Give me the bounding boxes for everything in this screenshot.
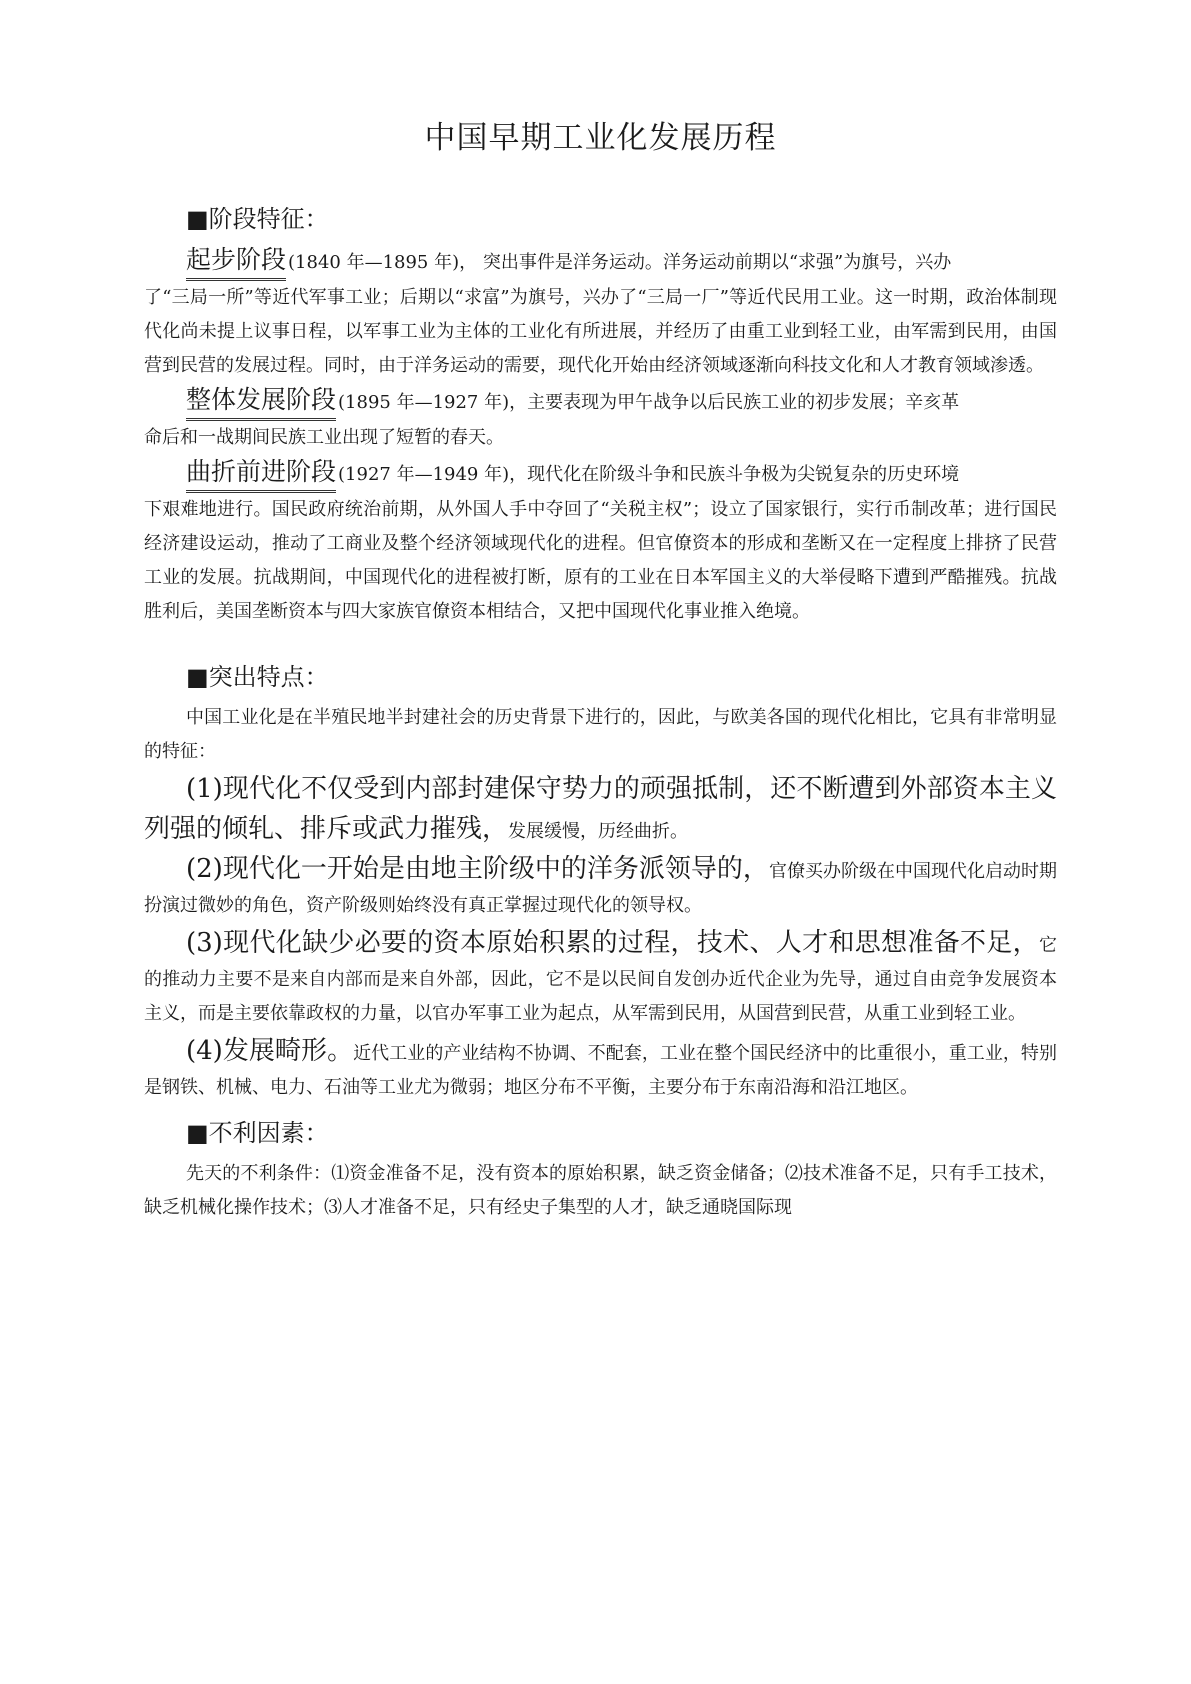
stage-3-header <box>144 455 1057 493</box>
stage-2-text: 命后和一战期间民族工业出现了短暂的春天。 <box>144 427 504 448</box>
unfavorable-factors-text: 先天的不利条件：⑴资金准备不足，没有资本的原始积累，缺乏资金储备；⑵技术准备不足，只有手工技术，缺乏机械化操作技术；⑶人才准备不足，只有经史子集型的人才，缺乏通晓国际现 <box>144 1163 1057 1218</box>
stage-3-text: 下艰难地进行。国民政府统治前期，从外国人手中夺回了“关税主权”；设立了国家银行，实行币制改革；进行国民经济建设运动，推动了工商业及整个经济领域现代化的进程。但官僚资本的形成和垄断又在一定程度上排挤了民营工业的发展。抗战期间，中国现代化的进程被打断，原有的工业在日本军国主义的大举侵略下遭到严酷摧残。抗战胜利后，美国垄断资本与四大家族官僚资本相结合，又把中国现代化事业推入绝境。 <box>144 499 1057 622</box>
feature-4-detail: 近代工业的产业结构不协调、不配套，工业在整个国民经济中的比重很小，重工业，特别是钢铁、机械、电力、石油等工业尤为微弱；地区分布不平衡，主要分布于东南沿海和沿江地区。 <box>144 1043 1057 1098</box>
stage-1-name: 起步阶段 <box>186 243 286 281</box>
document-title: 中国早期工业化发展历程 <box>424 120 777 156</box>
feature-1 <box>144 769 1057 849</box>
feature-3 <box>144 923 1057 1031</box>
stage-2-name: 整体发展阶段 <box>186 383 336 421</box>
feature-2-detail: 官僚买办阶级在中国现代化启动时期扮演过微妙的角色，资产阶级则始终没有真正掌握过现代化的领导权。 <box>144 861 1057 916</box>
section-heading-key-features: ■突出特点： <box>186 663 329 691</box>
feature-1-emphasis: (1)现代化不仅受到内部封建保守势力的顽强抵制，还不断遭到外部资本主义列强的倾轧、排斥或武力摧残， <box>144 774 1057 844</box>
stage-1-first-line: (1840 年—1895 年)， 突出事件是洋务运动。洋务运动前期以“求强”为旗号，兴办 <box>288 252 952 273</box>
stage-1-text: 了“三局一所”等近代军事工业；后期以“求富”为旗号，兴办了“三局一厂”等近代民用工业。这一时期，政治体制现代化尚未提上议事日程，以军事工业为主体的工业化有所进展，并经历了由重工业到轻工业，由军需到民用，由国营到民营的发展过程。同时，由于洋务运动的需要，现代化开始由经济领域逐渐向科技文化和人才教育领域渗透。 <box>144 287 1057 376</box>
feature-3-emphasis: (3)现代化缺少必要的资本原始积累的过程，技术、人才和思想准备不足， <box>186 928 1039 958</box>
stage-1-header <box>144 243 1057 281</box>
feature-3-detail: 它的推动力主要不是来自内部而是来自外部，因此，它不是以民间自发创办近代企业为先导，通过自由竞争发展资本主义，而是主要依靠政权的力量，以官办军事工业为起点，从军需到民用，从国营到民营，从重工业到轻工业。 <box>144 935 1057 1024</box>
feature-2 <box>144 849 1057 923</box>
feature-2-emphasis: (2)现代化一开始是由地主阶级中的洋务派领导的， <box>186 854 769 884</box>
spacer <box>144 1105 1057 1113</box>
feature-4 <box>144 1031 1057 1105</box>
stage-2-header <box>144 383 1057 421</box>
feature-1-detail: 发展缓慢，历经曲折。 <box>508 821 689 842</box>
feature-4-emphasis: (4)发展畸形。 <box>186 1036 354 1066</box>
stage-3-name: 曲折前进阶段 <box>186 455 336 493</box>
section-heading-unfavorable-factors: ■不利因素： <box>186 1119 329 1147</box>
spacer <box>144 629 1057 657</box>
stage-3-first-line: (1927 年—1949 年)，现代化在阶级斗争和民族斗争极为尖锐复杂的历史环境 <box>338 464 960 485</box>
stage-2-first-line: (1895 年—1927 年)，主要表现为甲午战争以后民族工业的初步发展；辛亥革 <box>338 392 960 413</box>
features-intro: 中国工业化是在半殖民地半封建社会的历史背景下进行的，因此，与欧美各国的现代化相比，它具有非常明显的特征： <box>144 707 1057 762</box>
section-heading-stage-features: ■阶段特征： <box>186 205 329 233</box>
